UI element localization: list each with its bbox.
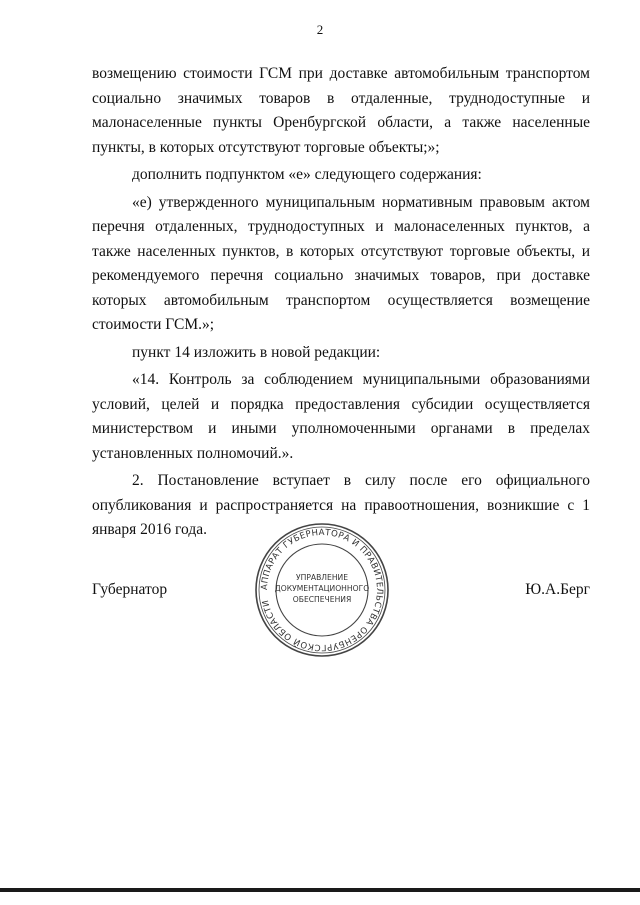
page-bottom-rule [0, 888, 640, 892]
seal-icon [252, 520, 392, 660]
paragraph-subitem-e: «е) утвержденного муниципальным нормативным правовым актом перечня отдаленных, труднодоступных и малонаселенных пунктов, а также населенных пунктов, в которых отсутствуют торговые объекты, и рекомендуемого перечня социально значимых товаров, при доставке которых автомобильным транспортом осуществляется возмещение стоимости ГСМ.»; [92, 193, 590, 333]
paragraph-effective-date: 2. Постановление вступает в силу после его официального опубликования и распространяется на правоотношения, возникшие с 1 января 2016 года. [92, 472, 590, 538]
paragraph-continuation: возмещению стоимости ГСМ при доставке автомобильным транспортом социально значимых товаров в отдаленные, труднодоступные и малонаселенные пункты Оренбургской области, а также населенные пункты, в которых отсутствуют торговые объекты;»; [92, 65, 590, 156]
signer-title: Губернатор [92, 581, 168, 598]
page-number: 2 [316, 22, 324, 37]
seal-ring-text: АППАРАТ ГУБЕРНАТОРА И ПРАВИТЕЛЬСТВА ОРЕНБУРГСКОЙ ОБЛАСТИ [259, 527, 385, 653]
paragraph-item-14-intro: пункт 14 изложить в новой редакции: [132, 343, 381, 361]
seal-line-2: ДОКУМЕНТАЦИОННОГО [274, 584, 370, 593]
official-seal [252, 520, 392, 660]
signer-name: Ю.А.Берг [525, 581, 590, 598]
seal-line-3: ОБЕСПЕЧЕНИЯ [292, 595, 352, 604]
seal-line-1: УПРАВЛЕНИЕ [295, 573, 349, 582]
document-body [92, 62, 590, 546]
paragraph-add-subitem: дополнить подпунктом «е» следующего содержания: [132, 166, 482, 183]
paragraph-item-14: «14. Контроль за соблюдением муниципальными образованиями условий, целей и порядка предоставления субсидии осуществляется министерством и иными уполномоченными органами в пределах установленных полномочий.». [92, 371, 590, 462]
